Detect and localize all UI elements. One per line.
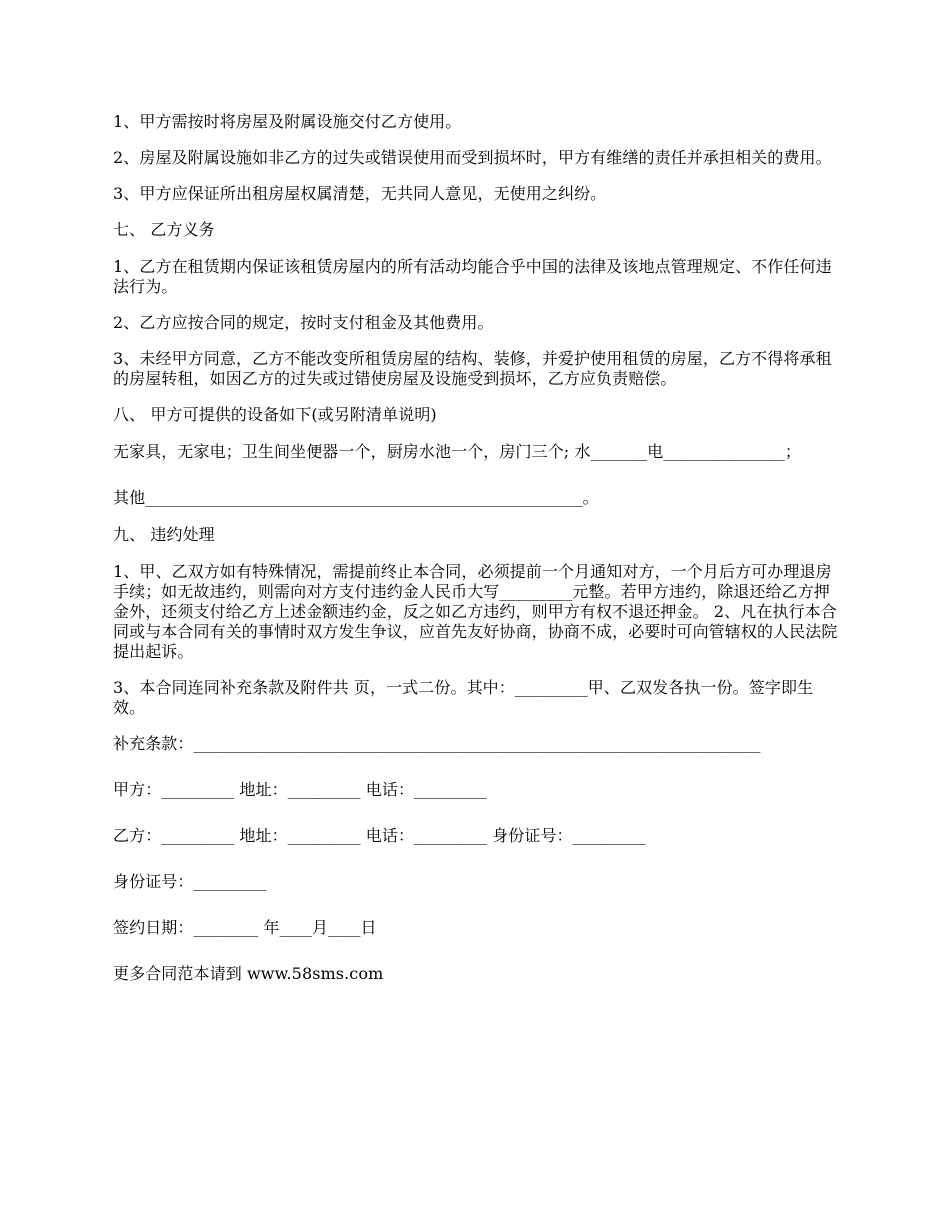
clause-tenant-3: 3、未经甲方同意，乙方不能改变所租赁房屋的结构、装修，并爱护使用租赁的房屋，乙方不得将承租的房屋转租，如因乙方的过失或过错使房屋及设施受到损坏，乙方应负责赔偿。	[113, 349, 832, 388]
clause-breach-3: 3、本合同连同补充条款及附件共 页，一式二份。其中：_________甲、乙双发各执一份。签字即生效。	[113, 678, 814, 717]
clause-tenant-1: 1、乙方在租赁期内保证该租赁房屋内的所有活动均能合乎中国的法律及该地点管理规定、不作任何违法行为。	[113, 257, 832, 296]
party-b-info: 乙方：_________ 地址：_________ 电话：_________ 身份证号：_________	[113, 826, 646, 845]
clause-landlord-2: 2、房屋及附属设施如非乙方的过失或错误使用而受到损坏时，甲方有维缮的责任并承担相关的费用。	[113, 148, 832, 167]
equipment-other: 其他______________________________________________________。	[113, 488, 599, 507]
clause-landlord-3: 3、甲方应保证所出租房屋权属清楚，无共同人意见，无使用之纠纷。	[113, 184, 607, 203]
clause-landlord-1: 1、甲方需按时将房屋及附属设施交付乙方使用。	[113, 112, 462, 131]
section-heading-tenant-obligations: 七、 乙方义务	[113, 220, 215, 239]
id-number-line: 身份证号：_________	[113, 872, 267, 891]
signing-date: 签约日期：________ 年____月____日	[113, 918, 377, 937]
party-a-info: 甲方：_________ 地址：_________ 电话：_________	[113, 780, 487, 799]
footer-more-contracts: 更多合同范本请到 www.58sms.com	[113, 964, 384, 983]
supplementary-terms: 补充条款：______________________________________________________________________	[113, 734, 761, 753]
clause-tenant-2: 2、乙方应按合同的规定，按时支付租金及其他费用。	[113, 313, 494, 332]
equipment-list: 无家具，无家电；卫生间坐便器一个，厨房水池一个，房门三个; 水_______电_______________；	[113, 442, 801, 461]
section-heading-breach: 九、 违约处理	[113, 525, 215, 544]
section-heading-equipment: 八、 甲方可提供的设备如下(或另附清单说明)	[113, 405, 437, 424]
clause-breach-1-2: 1、甲、乙双方如有特殊情况，需提前终止本合同，必须提前一个月通知对方，一个月后方可办理退房手续；如无故违约，则需向对方支付违约金人民币大写_________元整。若甲方违约，除退还给乙方押金外，还须支付给乙方上述金额违约金，反之如乙方违约，则甲方有权不退还押金。 2、凡在执行本合同或与本合同有关的事情时双方发生争议，应首先友好协商，协商不成，必要时可向管辖权的人民法院提出起诉。	[113, 562, 838, 661]
